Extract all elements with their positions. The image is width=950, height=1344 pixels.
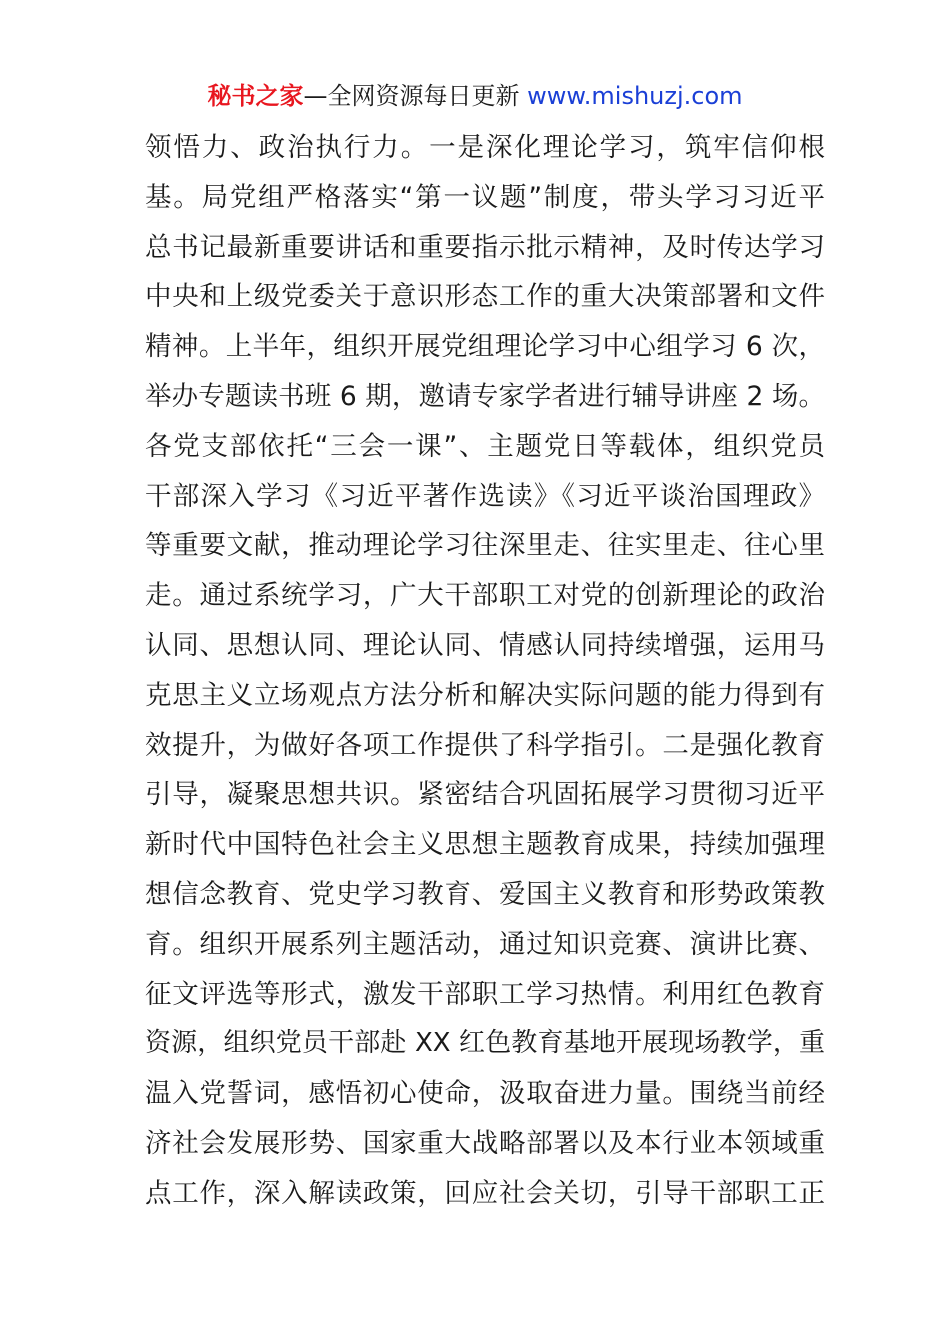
body-line: 中央和上级党委关于意识形态工作的重大决策部署和文件 [145, 281, 825, 313]
body-line: 资源，组织党员干部赴 XX 红色教育基地开展现场教学，重 [145, 1028, 825, 1059]
body-line: 总书记最新重要讲话和重要指示批示精神，及时传达学习 [145, 231, 825, 263]
document-body [145, 123, 825, 1219]
body-line: 征文评选等形式，激发干部职工学习热情。利用红色教育 [145, 978, 825, 1010]
body-line: 济社会发展形势、国家重大战略部署以及本行业本领域重 [145, 1127, 825, 1159]
body-line: 温入党誓词，感悟初心使命，汲取奋进力量。围绕当前经 [145, 1078, 825, 1110]
body-line: 走。通过系统学习，广大干部职工对党的创新理论的政治 [145, 580, 825, 612]
body-line: 认同、思想认同、理论认同、情感认同持续增强，运用马 [145, 629, 825, 661]
body-line: 新时代中国特色社会主义思想主题教育成果，持续加强理 [145, 829, 825, 861]
body-line: 育。组织开展系列主题活动，通过知识竞赛、演讲比赛、 [145, 928, 825, 960]
body-line: 等重要文献，推动理论学习往深里走、往实里走、往心里 [145, 530, 825, 562]
body-line: 效提升，为做好各项工作提供了科学指引。二是强化教育 [145, 729, 825, 761]
body-line: 干部深入学习《习近平著作选读》《习近平谈治国理政》 [145, 480, 825, 512]
body-line: 各党支部依托“三会一课”、主题党日等载体，组织党员 [145, 430, 825, 462]
body-line: 点工作，深入解读政策，回应社会关切，引导干部职工正 [145, 1177, 825, 1209]
body-line: 想信念教育、党史学习教育、爱国主义教育和形势政策教 [145, 878, 825, 910]
body-line: 基。局党组严格落实“第一议题”制度，带头学习习近平 [145, 181, 825, 213]
page-header [0, 80, 950, 112]
site-brand: 秘书之家 [207, 82, 304, 110]
body-line: 领悟力、政治执行力。一是深化理论学习，筑牢信仰根 [145, 132, 825, 163]
body-line: 举办专题读书班 6 期，邀请专家学者进行辅导讲座 2 场。 [145, 380, 825, 412]
site-url-link[interactable]: www.mishuzj.com [527, 82, 743, 110]
body-line: 精神。上半年，组织开展党组理论学习中心组学习 6 次， [145, 331, 825, 363]
body-line: 引导，凝聚思想共识。紧密结合巩固拓展学习贯彻习近平 [145, 779, 825, 811]
site-tagline: —全网资源每日更新 [303, 82, 520, 110]
body-line: 克思主义立场观点方法分析和解决实际问题的能力得到有 [145, 679, 825, 711]
